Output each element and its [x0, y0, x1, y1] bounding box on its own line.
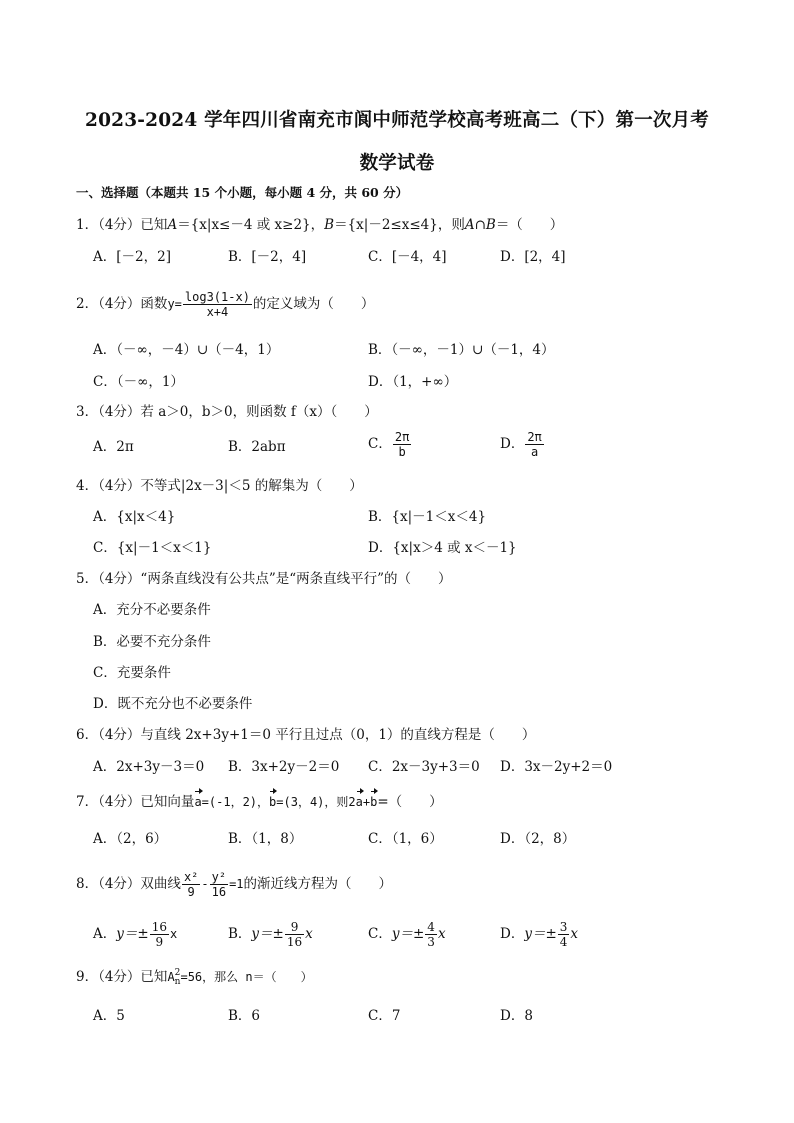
- q3-option-a: A．2π: [93, 439, 134, 455]
- q6-option-d: D．3x－2y+2＝0: [500, 759, 613, 775]
- q8-option-b: B．y＝± $\frac{9}{16}$ x: [228, 920, 313, 949]
- q3-option-d: D． $\frac{2\pi}{a}$: [500, 430, 542, 459]
- q8-option-d: D．y＝± $\frac{3}{4}$ x: [500, 920, 579, 949]
- q7-option-a: A．（2，6）: [93, 831, 168, 847]
- vector-b: b: [269, 795, 277, 809]
- q5-option-a: A．充分不必要条件: [93, 602, 211, 618]
- section-heading: 一、选择题（本题共 15 个小题，每小题 4 分，共 60 分）: [76, 185, 409, 200]
- q2-option-b: B．（－∞，－1）∪（－1，4）: [368, 342, 555, 358]
- q2-option-c: C．（－∞，1）: [93, 374, 184, 390]
- q5-option-c: C．充要条件: [93, 665, 171, 681]
- question-6: 6．（4分）与直线 2x+3y+1＝0 平行且过点（0，1）的直线方程是（ ）: [76, 727, 536, 743]
- question-5: 5．（4分）“两条直线没有公共点”是“两条直线平行”的（ ）: [76, 571, 452, 587]
- q1-option-c: C．[－4，4]: [368, 249, 447, 265]
- exam-title-line1: 2023-2024 学年四川省南充市阆中师范学校高考班高二（下）第一次月考: [85, 110, 709, 131]
- q7-option-c: C．（1，6）: [368, 831, 443, 847]
- q3-option-b: B．2abπ: [228, 439, 286, 455]
- q4-option-d: D．{x|x＞4 或 x＜－1}: [368, 540, 517, 556]
- exam-title-line2: 数学试卷: [359, 153, 435, 174]
- q3-option-c: C． $\frac{2\pi}{b}$: [368, 430, 410, 459]
- vector-a: a: [194, 795, 202, 809]
- q1-option-d: D．[2，4]: [500, 249, 566, 265]
- question-8: 8．（4分）双曲线 $\frac{\text{x²}}{9}$ - $\frac{\text{y²}}{16}$ =1的渐近线方程为（ ）: [76, 870, 393, 899]
- q6-option-b: B．3x+2y－2＝0: [228, 759, 340, 775]
- q9-option-a: A．5: [93, 1008, 125, 1024]
- q4-option-a: A．{x|x＜4}: [93, 509, 176, 525]
- q6-option-c: C．2x－3y+3＝0: [368, 759, 480, 775]
- q4-option-b: B．{x|－1＜x＜4}: [368, 509, 487, 525]
- q9-option-b: B．6: [228, 1008, 261, 1024]
- q2-fraction: $\frac{\log 3(1-x)}{x+4}$: [184, 290, 250, 319]
- question-7: 7．（4分）已知向量a=(-1，2)，b=(3，4)，则2a+b=（ ）: [76, 794, 443, 810]
- q7-option-b: B．（1，8）: [228, 831, 303, 847]
- q1-option-b: B．[－2，4]: [228, 249, 307, 265]
- q7-option-d: D．（2，8）: [500, 831, 576, 847]
- question-2: 2．（4分）函数y= $\frac{\log 3(1-x)}{x+4}$ 的定义域为（ ）: [76, 290, 375, 319]
- q8-option-c: C．y＝± $\frac{4}{3}$ x: [368, 920, 446, 949]
- q9-option-d: D．8: [500, 1008, 533, 1024]
- question-3: 3．（4分）若 a＞0，b＞0，则函数 f（x）（ ）: [76, 404, 378, 420]
- question-1: 1．（4分）已知A＝{x|x≤－4 或 x≥2}，B＝{x|－2≤x≤4}，则A∩B＝（ ）: [76, 217, 564, 233]
- q5-option-b: B．必要不充分条件: [93, 634, 211, 650]
- q8-option-a: A．y＝± $\frac{16}{9}$ x: [93, 920, 178, 949]
- q6-option-a: A．2x+3y－3＝0: [93, 759, 205, 775]
- q5-option-d: D．既不充分也不必要条件: [93, 696, 253, 712]
- q4-option-c: C．{x|－1＜x＜1}: [93, 540, 212, 556]
- q2-option-a: A．（－∞，－4）∪（－4，1）: [93, 342, 280, 358]
- q2-option-d: D．（1，+∞）: [368, 374, 458, 390]
- q9-option-c: C．7: [368, 1008, 401, 1024]
- question-4: 4．（4分）不等式|2x－3|＜5 的解集为（ ）: [76, 478, 363, 494]
- q1-option-a: A．[－2，2]: [93, 249, 171, 265]
- question-9: 9．（4分）已知A 2 n =56，那么 n＝（ ）: [76, 967, 313, 987]
